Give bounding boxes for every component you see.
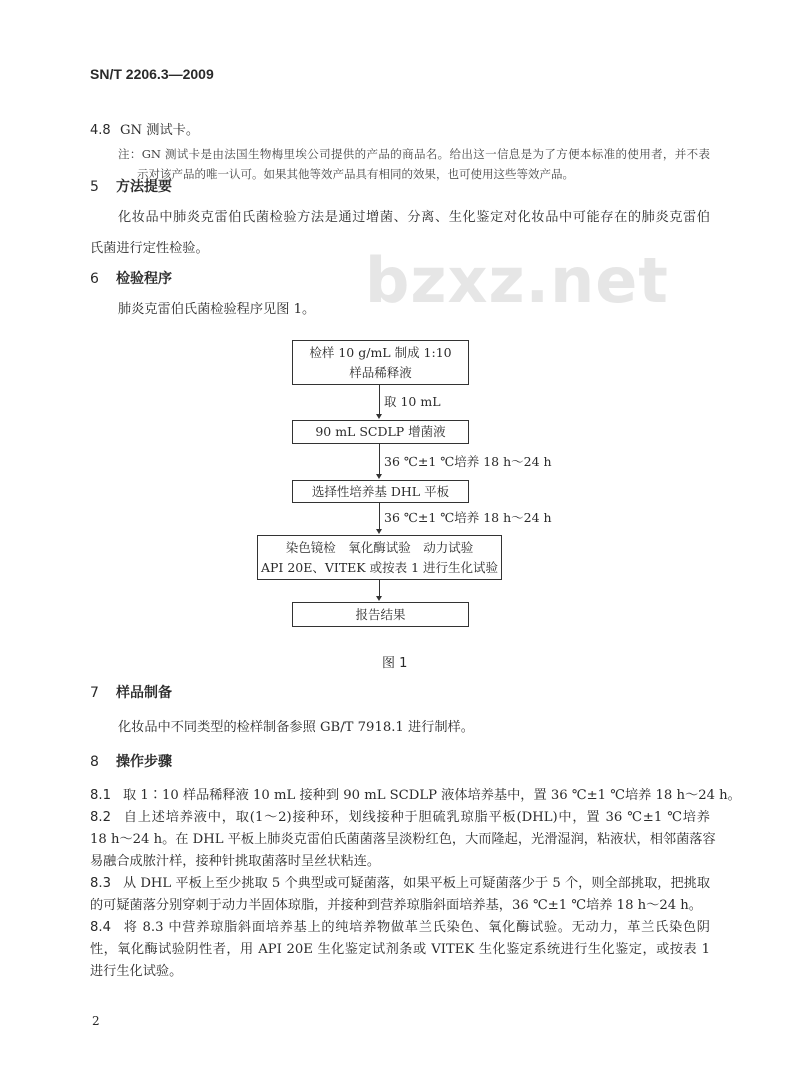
clause-8-3 (90, 872, 710, 891)
section-title: 检验程序 (116, 271, 172, 287)
section-8-heading (90, 751, 172, 771)
clause-number: 4.8 (90, 123, 111, 138)
clause-line: 性，氧化酶试验阴性者，用 API 20E 生化鉴定试剂条或 VITEK 生化鉴定系统进行生化鉴定，或按表 1 (90, 942, 710, 957)
flow-step-biochemical-tests (257, 535, 502, 580)
section-4-8 (90, 119, 199, 138)
section-number: 5 (90, 179, 99, 195)
clause-number: 8.4 (90, 920, 111, 935)
clause-line: 取 1∶10 样品稀释液 10 mL 接种到 90 mL SCDLP 液体培养基中，置 36 ℃±1 ℃培养 18 h～24 h。 (122, 788, 741, 803)
clause-8-2 (90, 806, 710, 825)
flow-arrow-label: 36 ℃±1 ℃培养 18 h～24 h (384, 454, 552, 469)
arrow-down-icon (376, 474, 382, 479)
standard-id-header: SN/T 2206.3—2009 (90, 66, 214, 82)
section-number: 8 (90, 754, 99, 770)
clause-8-4 (90, 916, 710, 935)
note-line: 注：GN 测试卡是由法国生物梅里埃公司提供的产品的商品名。给出这一信息是为了方便本标准的使用者，并不表 (118, 147, 710, 161)
section-title: 方法提要 (116, 179, 172, 195)
flow-arrow-label: 36 ℃±1 ℃培养 18 h～24 h (384, 510, 552, 525)
arrow-down-icon (376, 414, 382, 419)
paragraph-line: 化妆品中肺炎克雷伯氏菌检验方法是通过增菌、分离、生化鉴定对化妆品中可能存在的肺炎克雷伯 (118, 210, 710, 225)
clause-line: 从 DHL 平板上至少挑取 5 个典型或可疑菌落，如果平板上可疑菌落少于 5 个，则全部挑取，把挑取 (122, 876, 711, 891)
flow-step-text: 选择性培养基 DHL 平板 (311, 483, 450, 499)
flow-step-text: 检样 10 g/mL 制成 1:10 (309, 344, 452, 360)
clause-number: 8.3 (90, 876, 111, 891)
section-6-heading (90, 268, 172, 288)
clause-8-1 (90, 784, 741, 803)
paragraph-line: 化妆品中不同类型的检样制备参照 GB/T 7918.1 进行制样。 (118, 720, 474, 735)
clause-number: 8.1 (90, 788, 111, 803)
section-7-heading (90, 682, 172, 702)
arrow-down-icon (376, 529, 382, 534)
clause-text: GN 测试卡。 (120, 123, 200, 138)
clause-line: 将 8.3 中营养琼脂斜面培养基上的纯培养物做革兰氏染色、氧化酶试验。无动力，革兰氏染色阴 (122, 920, 710, 935)
paragraph-line: 氏菌进行定性检验。 (90, 241, 209, 256)
section-number: 6 (90, 271, 99, 287)
flow-step-text: 染色镜检 氧化酶试验 动力试验 (285, 539, 474, 555)
clause-line: 易融合成脓汁样，接种针挑取菌落时呈丝状粘连。 (90, 854, 381, 869)
arrow-down-icon (376, 596, 382, 601)
clause-line: 进行生化试验。 (90, 964, 183, 979)
section-title: 样品制备 (116, 685, 172, 701)
section-title: 操作步骤 (116, 754, 172, 770)
flow-arrow-label: 取 10 mL (384, 394, 441, 409)
figure-caption: 图 1 (382, 656, 408, 671)
section-number: 7 (90, 685, 99, 701)
flow-step-text: 90 mL SCDLP 增菌液 (315, 424, 446, 439)
flow-step-report (292, 602, 469, 627)
clause-line: 自上述培养液中，取(1～2)接种环，划线接种于胆硫乳琼脂平板(DHL)中，置 36 ℃±1 ℃培养 (122, 810, 710, 825)
flow-connector (379, 502, 380, 530)
flow-connector (379, 579, 380, 597)
flow-step-enrichment (292, 420, 469, 444)
page-number: 2 (92, 1014, 100, 1028)
flow-step-text: API 20E、VITEK 或按表 1 进行生化试验 (260, 559, 499, 575)
section-5-heading (90, 176, 172, 196)
flow-step-dhl-plate (292, 480, 469, 503)
clause-line: 的可疑菌落分别穿刺于动力半固体琼脂，并接种到营养琼脂斜面培养基，36 ℃±1 ℃培养 18 h～24 h。 (90, 898, 702, 913)
flow-step-text: 样品稀释液 (349, 364, 412, 380)
clause-number: 8.2 (90, 810, 111, 825)
flow-connector (379, 384, 380, 415)
paragraph-line: 肺炎克雷伯氏菌检验程序见图 1。 (118, 302, 316, 317)
note-line: 示对该产品的唯一认可。如果其他等效产品具有相同的效果，也可使用这些等效产品。 (137, 167, 574, 181)
clause-line: 18 h～24 h。在 DHL 平板上肺炎克雷伯氏菌菌落呈淡粉红色，大而隆起，光滑湿润，粘液状，相邻菌落容 (90, 832, 716, 847)
flow-connector (379, 443, 380, 475)
flow-step-text: 报告结果 (355, 606, 406, 622)
watermark: bzxz.net (365, 244, 669, 317)
flow-step-sample-dilution (292, 340, 469, 385)
